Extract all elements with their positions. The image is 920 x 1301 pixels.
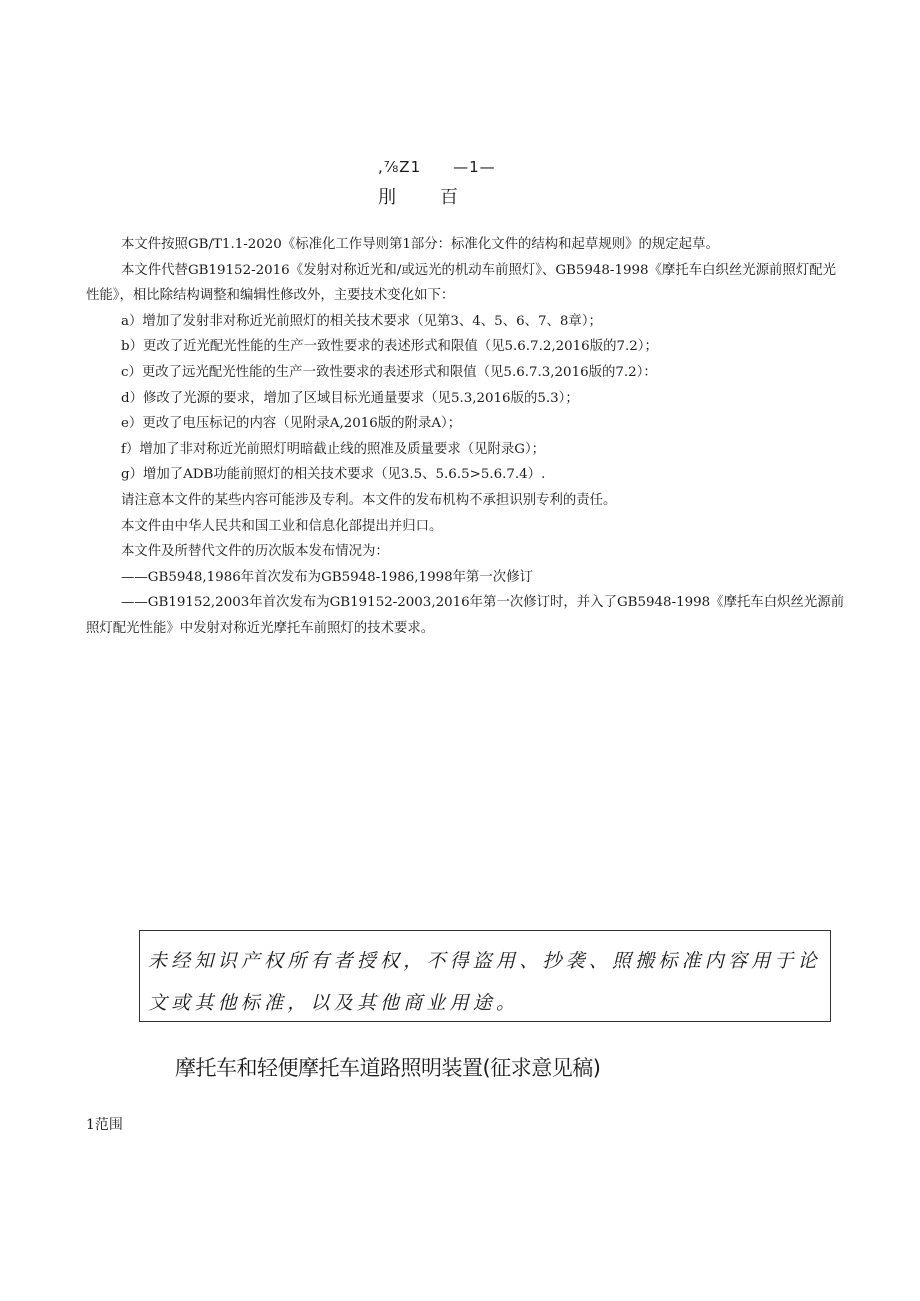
change-item-a: a）增加了发射非对称近光前照灯的相关技术要求（见第3、4、5、6、7、8章）； xyxy=(121,313,602,329)
copyright-notice-box: 未经知识产权所有者授权，不得盗用、抄袭、照搬标准内容用于论文或其他标准，以及其他商业用途。 xyxy=(139,930,831,1022)
change-item-g: g）增加了ADB功能前照灯的相关技术要求（见3.5、5.6.5>5.6.7.4）. xyxy=(121,467,546,483)
page-number: —1— xyxy=(453,158,496,176)
paragraph-replacement: 本文件代替GB19152-2016《发射对称近光和/或远光的机动车前照灯》、GB5948-1998《摩托车白织丝光源前照灯配光性能》，相比除结构调整和编辑性修改外，主要技术变化如下： xyxy=(86,262,836,304)
document-title: 摩托车和轻便摩托车道路照明装置(征求意见稿) xyxy=(175,1056,601,1080)
change-item-d: d）修改了光源的要求，增加了区域目标光通量要求（见5.3,2016版的5.3）； xyxy=(121,390,579,406)
paragraph-patent-notice: 请注意本文件的某些内容可能涉及专利。本文件的发布机构不承担识别专利的责任。 xyxy=(121,492,617,508)
paragraph-proposer: 本文件由中华人民共和国工业和信息化部提出并归口。 xyxy=(121,518,443,534)
paragraph-drafting-rules: 本文件按照GB/T1.1-2020《标准化工作导则第1部分：标准化文件的结构和起草规则》的规定起草。 xyxy=(121,237,719,252)
foreword-body xyxy=(86,232,846,642)
change-item-b: b）更改了近光配光性能的生产一致性要求的表述形式和限值（见5.6.7.2,2016版的7.2）； xyxy=(121,339,658,355)
change-item-c: c）更改了远光配光性能的生产一致性要求的表述形式和限值（见5.6.7.3,2016版的7.2）： xyxy=(121,364,657,380)
foreword-heading-part1: 刖 xyxy=(378,187,396,208)
change-item-e: e）更改了电压标记的内容（见附录A,2016版的附录A）； xyxy=(121,416,462,432)
section-heading-scope: 1范围 xyxy=(86,1117,123,1133)
change-item-f: f）增加了非对称近光前照灯明暗截止线的照准及质量要求（见附录G）； xyxy=(121,441,546,457)
foreword-heading xyxy=(378,183,458,209)
foreword-heading-part2: 百 xyxy=(440,187,458,208)
history-item: ——GB5948,1986年首次发布为GB5948-1986,1998年第一次修订 xyxy=(121,569,533,585)
standard-code: ,⅞Z1 xyxy=(378,158,422,176)
header-code xyxy=(378,158,496,176)
history-item: ——GB19152,2003年首次发布为GB19152-2003,2016年第一次修订时，并入了GB5948-1998《摩托车白炽丝光源前照灯配光性能》中发射对称近光摩托车前照灯的技术要求。 xyxy=(86,595,845,636)
paragraph-history-intro: 本文件及所替代文件的历次版本发布情况为： xyxy=(121,544,389,560)
